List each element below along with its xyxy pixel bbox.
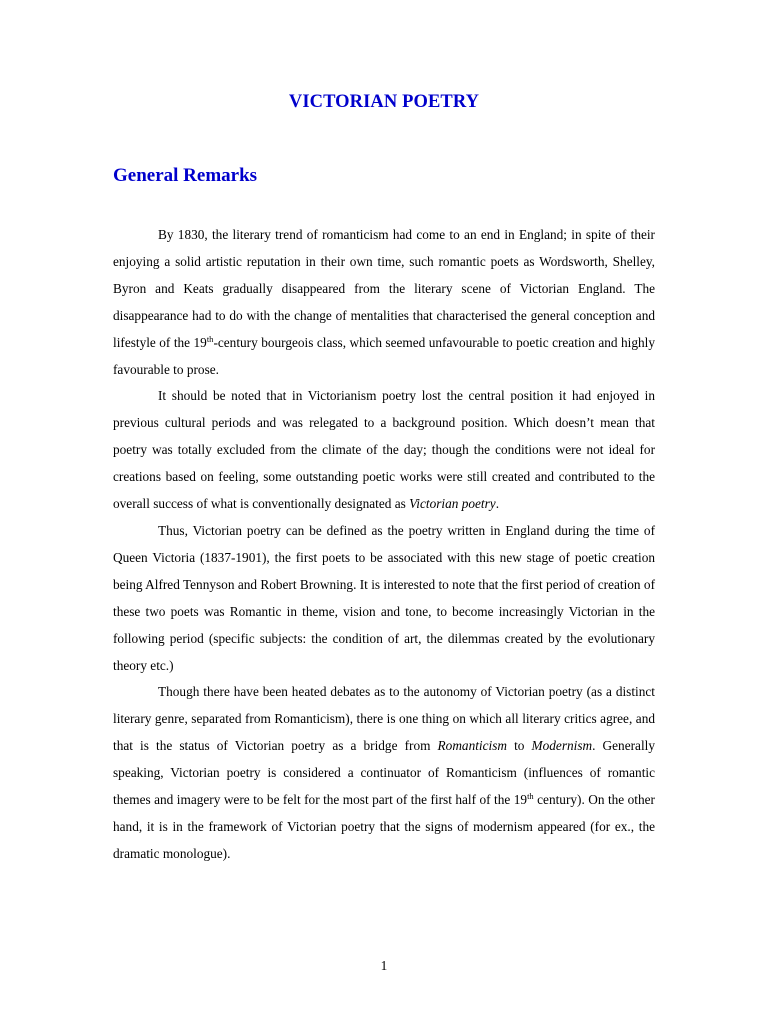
paragraph-2: It should be noted that in Victorianism poetry lost the central position it had enjoyed in previous cultural periods and was relegated to a background position. Which doesn’t mean that poetry was totally excluded from the climate of the day; though the conditions were not ideal for creations based on feeling, some outstanding poetic works were still created and contributed to the overall success of what is conventionally designated as Victorian poetry. (113, 388, 655, 512)
paragraph-3: Thus, Victorian poetry can be defined as the poetry written in England during the time of Queen Victoria (1837-1901), the first poets to be associated with this new stage of poetic creation being Alfred Tennyson and Robert Browning. It is interested to note that the first period of creation of these two poets was Romantic in theme, vision and tone, to become increasingly Victorian in the following period (specific subjects: the condition of art, the dilemmas created by the evolutionary theory etc.) (113, 522, 655, 673)
paragraph-1: By 1830, the literary trend of romanticism had come to an end in England; in spite of their enjoying a solid artistic reputation in their own time, such romantic poets as Wordsworth, Shelley, Byron and Keats gradually disappeared from the literary scene of Victorian England. The disappearance had to do with the change of mentalities that characterised the general conception and lifestyle of the 19th-century bourgeois class, which seemed unfavourable to poetic creation and highly favourable to prose. (113, 227, 655, 377)
section-heading: General Remarks (113, 165, 258, 186)
document-title: VICTORIAN POETRY (288, 92, 480, 112)
paragraph-4: Though there have been heated debates as to the autonomy of Victorian poetry (as a distinct literary genre, separated from Romanticism), there is one thing on which all literary critics agree, and that is the status of Victorian poetry as a bridge from Romanticism to Modernism. Generally speaking, Victorian poetry is considered a continuator of Romanticism (influences of romantic themes and imagery were to be felt for the most part of the first half of the 19th century). On the other hand, it is in the framework of Victorian poetry that the signs of modernism appeared (for ex., the dramatic monologue). (113, 684, 655, 861)
page-number: 1 (380, 958, 388, 973)
body-text (113, 222, 655, 868)
